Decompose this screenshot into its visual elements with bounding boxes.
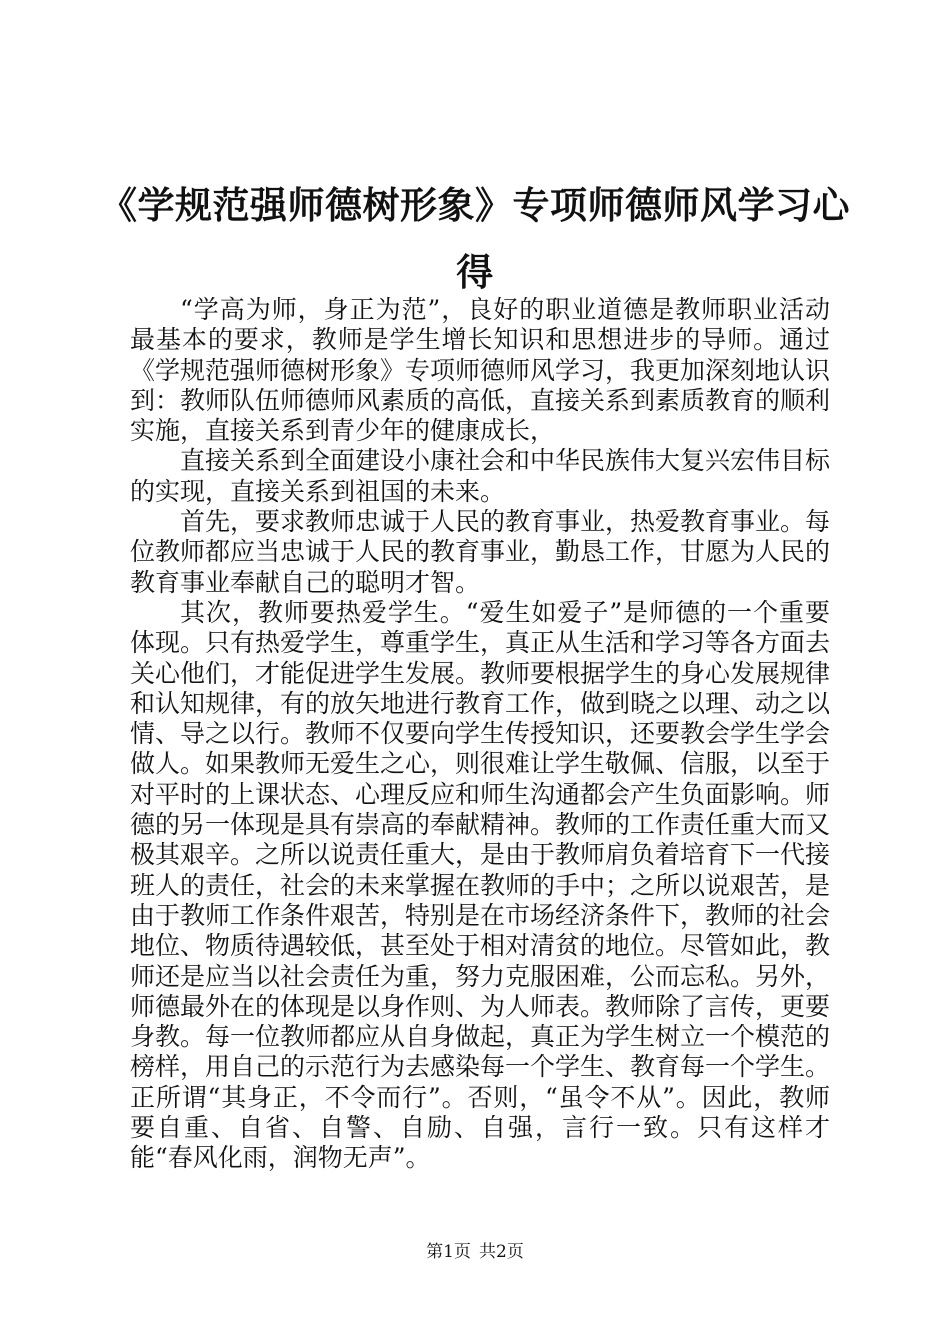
paragraph-1: “学高为师，身正为范”，良好的职业道德是教师职业活动最基本的要求，教师是学生增长知识和思想进步的导师。通过《学规范强师德树形象》专项师德师风学习，我更加深刻地认识到：教师队伍师德师风素质的高低，直接关系到素质教育的顺利实施，直接关系到青少年的健康成长， <box>130 295 831 446</box>
paragraph-2: 直接关系到全面建设小康社会和中华民族伟大复兴宏伟目标的实现，直接关系到祖国的未来。 <box>130 446 831 506</box>
paragraph-3: 首先，要求教师忠诚于人民的教育事业，热爱教育事业。每位教师都应当忠诚于人民的教育事业，勤恳工作，甘愿为人民的教育事业奉献自己的聪明才智。 <box>130 507 831 597</box>
page-number-current: 第1页 <box>426 1242 471 1262</box>
page-footer <box>0 1242 950 1262</box>
paragraph-4: 其次，教师要热爱学生。“爱生如爱子”是师德的一个重要体现。只有热爱学生，尊重学生，真正从生活和学习等各方面去关心他们，才能促进学生发展。教师要根据学生的身心发展规律和认知规律，有的放矢地进行教育工作，做到晓之以理、动之以情、导之以行。教师不仅要向学生传授知识，还要教会学生学会做人。如果教师无爱生之心，则很难让学生敬佩、信服，以至于对平时的上课状态、心理反应和师生沟通都会产生负面影响。师德的另一体现是具有崇高的奉献精神。教师的工作责任重大而又极其艰辛。之所以说责任重大，是由于教师肩负着培育下一代接班人的责任，社会的未来掌握在教师的手中；之所以说艰苦，是由于教师工作条件艰苦，特别是在市场经济条件下，教师的社会地位、物质待遇较低，甚至处于相对清贫的地位。尽管如此，教师还是应当以社会责任为重，努力克服困难，公而忘私。另外，师德最外在的体现是以身作则、为人师表。教师除了言传，更要身教。每一位教师都应从自身做起，真正为学生树立一个模范的榜样，用自己的示范行为去感染每一个学生、教育每一个学生。正所谓“其身正，不令而行”。否则，“虽令不从”。因此，教师要自重、自省、自警、自励、自强，言行一致。只有这样才能“春风化雨，润物无声”。 <box>130 597 831 1173</box>
page-number-total: 共2页 <box>479 1242 524 1262</box>
document-title: 《学规范强师德树形象》专项师德师风学习心得 <box>100 183 850 294</box>
document-body <box>130 295 830 1174</box>
